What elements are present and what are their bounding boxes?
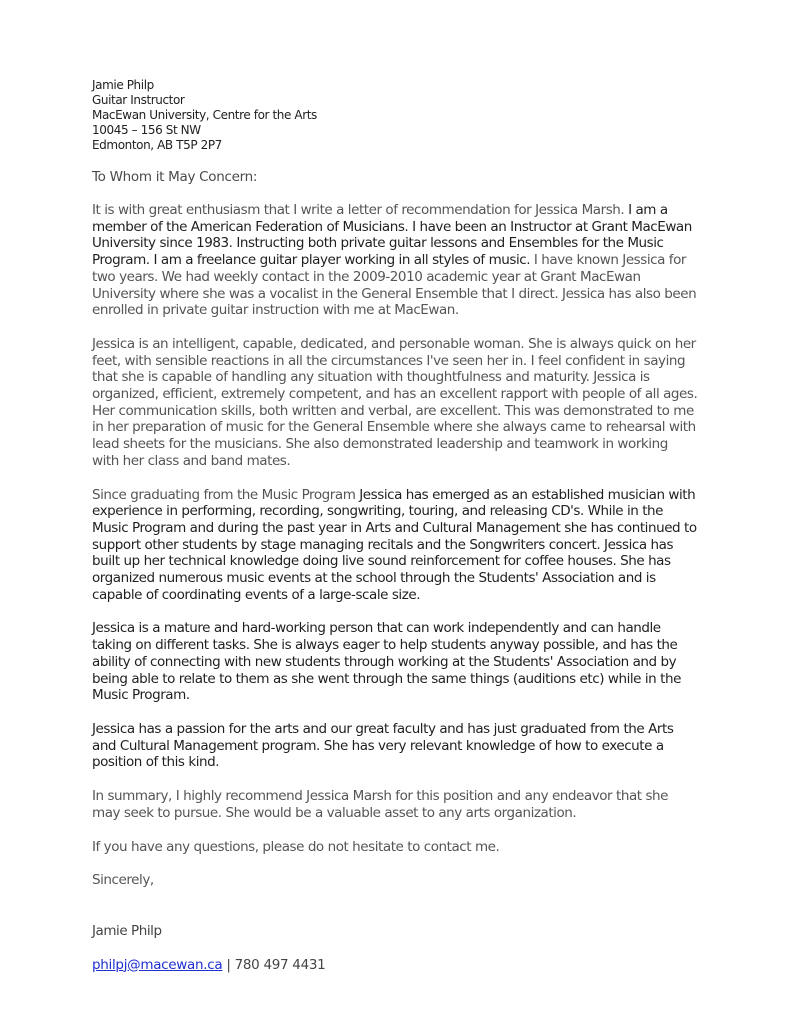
sender-organization: MacEwan University, Centre for the Arts — [92, 108, 317, 122]
paragraph-introduction — [92, 202, 698, 319]
sender-block — [92, 78, 698, 153]
salutation: To Whom it May Concern: — [92, 169, 258, 185]
phone-number: 780 497 4431 — [234, 956, 326, 973]
letter-page — [92, 78, 698, 974]
paragraph-introduction-opening: It is with great enthusiasm that I write a letter of recommendation for Jessica Marsh. — [92, 202, 629, 218]
paragraph-summary: In summary, I highly recommend Jessica Marsh for this position and any endeavor that she may seek to pursue. She would be a valuable asset to any arts organization. — [92, 788, 669, 821]
paragraph-work-ethic: Jessica is a mature and hard-working person that can work independently and can handle taking on different tasks. She is always eager to help students anyway possible, and has the ability of connecting with new students through working at the Students' Association and by being able to relate to them as she went through the same things (auditions etc) while in the Music Program. — [92, 620, 681, 704]
paragraph-qualities: Jessica is an intelligent, capable, dedicated, and personable woman. She is always quick on her feet, with sensible reactions in all the circumstances I've seen her in. I feel confident in saying that she is capable of handling any situation with thoughtfulness and maturity. Jessica is organized, efficient, extremely competent, and has an excellent rapport with people of all ages. Her communication skills, both written and verbal, are excellent. This was demonstrated to me in her preparation of music for the General Ensemble where she always came to rehearsal with lead sheets for the musicians. She also demonstrated leadership and teamwork in working with her class and band mates. — [92, 335, 698, 469]
signature-name: Jamie Philp — [92, 922, 162, 939]
sender-street: 10045 – 156 St NW — [92, 123, 201, 137]
paragraph-experience — [92, 487, 698, 604]
paragraph-passion: Jessica has a passion for the arts and our great faculty and has just graduated from the Arts and Cultural Management program. She has very relevant knowledge of how to execute a position of this kind. — [92, 720, 674, 771]
email-link[interactable]: philpj@macewan.ca — [92, 956, 223, 973]
closing: Sincerely, — [92, 872, 154, 889]
sender-name: Jamie Philp — [92, 78, 154, 92]
paragraph-experience-opening: Since graduating from the Music Program — [92, 486, 360, 503]
contact-line — [92, 957, 698, 974]
questions-line: If you have any questions, please do not hesitate to contact me. — [92, 838, 500, 855]
contact-separator: | — [222, 956, 235, 973]
sender-city: Edmonton, AB T5P 2P7 — [92, 138, 222, 152]
sender-title: Guitar Instructor — [92, 93, 185, 107]
paragraph-experience-body: Jessica has emerged as an established musician with experience in performing, recording, songwriting, touring, and releasing CD's. While in the Music Program and during the past year in Arts and Cultural Management she has continued to support other students by stage managing recitals and the Songwriters concert. Jessica has built up her technical knowledge doing live sound reinforcement for coffee houses. She has organized numerous music events at the school through the Students' Association and is capable of coordinating events of a large-scale size. — [92, 486, 697, 603]
paragraph-introduction-credentials: I am a member of the American Federation of Musicians. I have been an Instructor at Grant MacEwan University since 1983. Instructing both private guitar lessons and Ensembles for the Music Program. I am a freelance guitar player working in all styles of music. — [92, 202, 692, 269]
paragraph-introduction-relationship: I have known Jessica for two years. We had weekly contact in the 2009-2010 academic year at Grant MacEwan University where she was a vocalist in the General Ensemble that I direct. Jessica has also been enrolled in private guitar instruction with me at MacEwan. — [92, 252, 697, 319]
